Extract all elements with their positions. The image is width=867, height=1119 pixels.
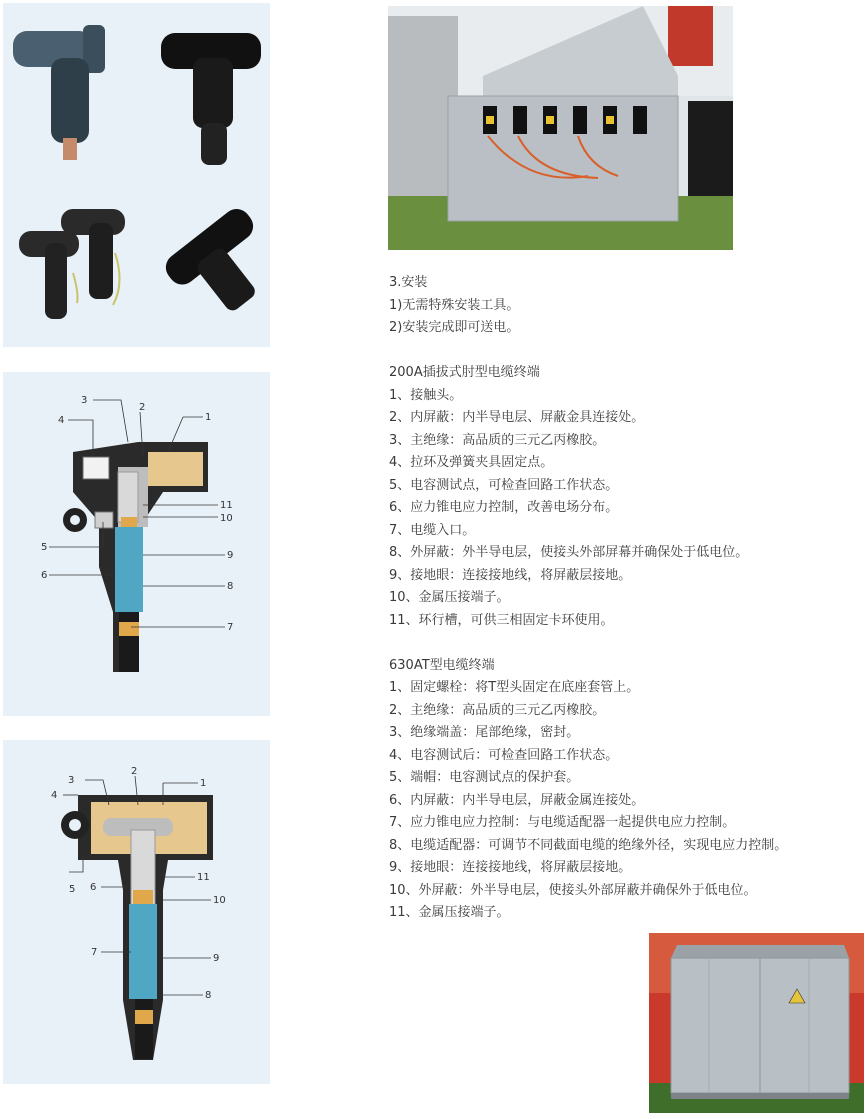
install-item: 1)无需特殊安装工具。 [389, 297, 520, 313]
diagram-label: 9 [213, 953, 220, 964]
diagram-label: 10 [213, 895, 226, 906]
elbow-item: 10、金属压接端子。 [389, 590, 510, 605]
install-section [389, 272, 787, 925]
connector-products-image [3, 3, 270, 347]
elbow-item: 2、内屏蔽：内半导电层、屏蔽金具连接处。 [389, 410, 645, 425]
elbow-item: 11、环行槽，可供三相固定卡环使用。 [389, 612, 614, 628]
elbow-item: 6、应力锥电应力控制，改善电场分布。 [389, 500, 619, 515]
diagram-label: 10 [220, 513, 233, 524]
diagram-label: 1 [200, 778, 207, 789]
elbow-item: 3、主绝缘：高品质的三元乙丙橡胶。 [389, 432, 606, 448]
diagram-label: 3 [68, 775, 75, 786]
tee-section-title: 630AT型电缆终端 [389, 657, 495, 673]
tee-cross-section-diagram [3, 740, 270, 1084]
tee-item: 7、应力锥电应力控制：与电缆适配器一起提供电应力控制。 [389, 815, 736, 830]
tee-item: 3、绝缘端盖：尾部绝缘，密封。 [389, 725, 580, 740]
tee-diagram-panel [3, 740, 270, 1084]
install-title: 3.安装 [389, 275, 428, 290]
grey-elbow-connector [13, 25, 105, 160]
tee-item: 10、外屏蔽：外半导电层，使接头外部屏蔽并确保外于低电位。 [389, 882, 757, 898]
diagram-label: 4 [58, 415, 65, 426]
diagram-label: 4 [51, 790, 58, 801]
tee-item: 9、接地眼：连接接地线，将屏蔽层接地。 [389, 860, 632, 875]
diagram-label: 3 [81, 395, 88, 406]
elbow-item: 1、接触头。 [389, 387, 463, 403]
elbow-item: 5、电容测试点，可检查回路工作状态。 [389, 477, 619, 493]
switchgear-cabinet-photo [388, 6, 733, 250]
elbow-item: 8、外屏蔽：外半导电层，使接头外部屏幕并确保处于低电位。 [389, 545, 749, 560]
diagram-label: 6 [41, 570, 48, 581]
diagram-label: 8 [205, 990, 212, 1001]
elbow-section-title: 200A插拔式肘型电缆终端 [389, 365, 540, 380]
tee-item: 4、电容测试后：可检查回路工作状态。 [389, 747, 619, 763]
diagram-label: 9 [227, 550, 234, 561]
elbow-diagram-panel [3, 372, 270, 716]
tee-item: 5、端帽：电容测试点的保护套。 [389, 770, 580, 785]
elbow-cross-section-diagram [3, 372, 270, 716]
tee-item: 8、电缆适配器：可调节不同截面电缆的绝缘外径，实现电应力控制。 [389, 837, 788, 853]
tee-item: 6、内屏蔽：内半导电层，屏蔽金属连接处。 [389, 792, 645, 808]
black-tee-connector [161, 33, 261, 165]
install-item: 2)安装完成即可送电。 [389, 320, 520, 335]
outdoor-cabinet-photo [649, 933, 864, 1113]
tilted-tee-connector [160, 203, 270, 329]
tee-item: 11、金属压接端子。 [389, 905, 510, 920]
elbow-item: 7、电缆入口。 [389, 522, 476, 538]
diagram-label: 2 [139, 402, 146, 413]
diagram-label: 7 [91, 947, 98, 958]
diagram-label: 7 [227, 622, 234, 633]
diagram-label: 11 [197, 872, 210, 883]
diagram-label: 5 [69, 884, 76, 895]
diagram-label: 8 [227, 581, 234, 592]
product-photos-panel [3, 3, 270, 347]
diagram-label: 1 [205, 412, 212, 423]
diagram-label: 6 [90, 882, 97, 893]
elbow-connector-pair [19, 209, 125, 319]
elbow-item: 9、接地眼：连接接地线，将屏蔽层接地。 [389, 567, 632, 583]
elbow-item: 4、拉环及弹簧夹具固定点。 [389, 455, 554, 470]
diagram-label: 11 [220, 500, 233, 511]
tee-item: 2、主绝缘：高品质的三元乙丙橡胶。 [389, 702, 606, 718]
diagram-label: 5 [41, 542, 48, 553]
tee-item: 1、固定螺栓：将T型头固定在底座套管上。 [389, 680, 640, 695]
diagram-label: 2 [131, 766, 138, 777]
